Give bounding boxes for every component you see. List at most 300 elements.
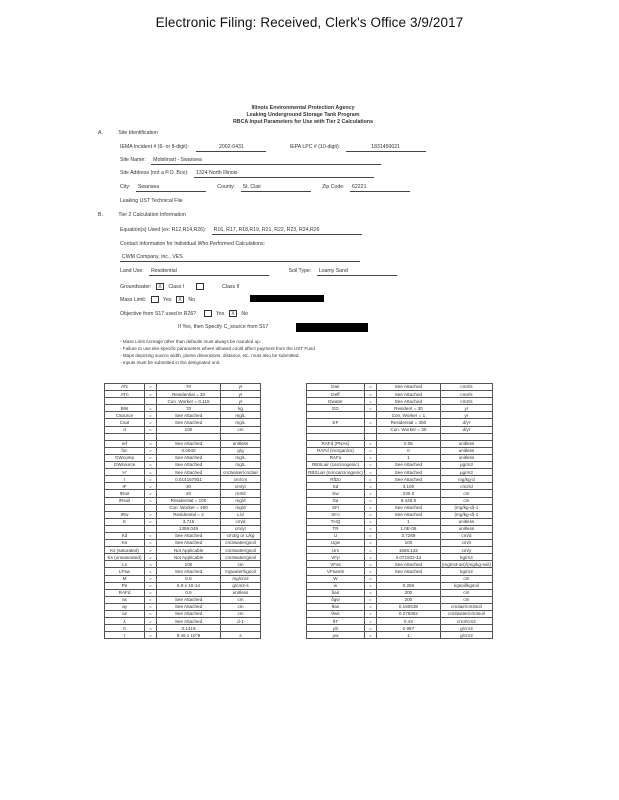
param-symbol: IF bbox=[105, 483, 145, 490]
left-table-row bbox=[105, 625, 261, 632]
objective-no-checkbox[interactable]: X bbox=[229, 310, 237, 317]
param-unit: unitless bbox=[440, 447, 492, 454]
right-table-row bbox=[307, 391, 493, 398]
equals-sign: = bbox=[364, 547, 376, 554]
left-table-row bbox=[105, 433, 261, 440]
param-symbol: IRw bbox=[105, 511, 145, 518]
param-value: See Attached bbox=[157, 469, 221, 476]
param-symbol: Sa bbox=[307, 497, 365, 504]
left-table-row bbox=[105, 547, 261, 554]
agency-title: Illinois Environmental Protection Agency bbox=[251, 105, 355, 111]
param-value: 0.286 bbox=[376, 582, 440, 589]
left-table-row bbox=[105, 525, 261, 532]
param-unit: g/g bbox=[221, 447, 261, 454]
scanned-form bbox=[98, 95, 508, 730]
param-value: See Attached bbox=[376, 561, 440, 568]
param-value: 100 bbox=[157, 561, 221, 568]
param-symbol: ρw bbox=[307, 632, 365, 639]
equals-sign: = bbox=[145, 511, 157, 518]
right-table-row bbox=[307, 540, 493, 547]
param-value: See Attached bbox=[376, 476, 440, 483]
param-symbol: θas bbox=[307, 603, 365, 610]
equals-sign: = bbox=[364, 575, 376, 582]
param-value: See Attached bbox=[376, 504, 440, 511]
source-label: If Yes, then Specify C_source from S17 bbox=[178, 324, 269, 330]
equals-sign: = bbox=[145, 547, 157, 554]
param-unit: g/cm3 bbox=[440, 625, 492, 632]
equals-sign: = bbox=[145, 589, 157, 596]
param-value: See Attached bbox=[157, 412, 221, 419]
param-value: 3.715 bbox=[157, 518, 221, 525]
param-value: 0.5 bbox=[157, 575, 221, 582]
equals-sign: = bbox=[145, 596, 157, 603]
param-symbol: VFss bbox=[307, 561, 365, 568]
equals-sign: = bbox=[145, 391, 157, 398]
param-symbol: d bbox=[105, 426, 145, 433]
left-table-row bbox=[105, 384, 261, 391]
param-value: 1 bbox=[376, 518, 440, 525]
param-symbol: BW bbox=[105, 405, 145, 412]
param-value: Residential = 100 bbox=[157, 497, 221, 504]
right-table-row bbox=[307, 454, 493, 461]
equals-sign: = bbox=[364, 454, 376, 461]
param-value: See Attached bbox=[376, 384, 440, 391]
param-value: 0.5 bbox=[157, 589, 221, 596]
equals-sign: = bbox=[145, 405, 157, 412]
param-value: 9,448.8 bbox=[376, 497, 440, 504]
left-parameter-table bbox=[104, 383, 261, 639]
param-unit: (mg/kg-d)-1 bbox=[440, 511, 492, 518]
param-symbol: π bbox=[105, 625, 145, 632]
equals-sign: = bbox=[145, 611, 157, 618]
param-unit: d-1 bbox=[221, 618, 261, 625]
address-row bbox=[120, 171, 374, 178]
param-unit: (mg/m3-air)/(mg/kg-soil) bbox=[441, 561, 491, 567]
equals-sign: = bbox=[145, 447, 157, 454]
param-symbol: δgw bbox=[307, 596, 365, 603]
param-value: 0.05 bbox=[376, 440, 440, 447]
mass-no-checkbox[interactable]: X bbox=[176, 296, 184, 303]
city-field[interactable]: Swansea bbox=[136, 185, 206, 192]
param-value: See Attached bbox=[157, 419, 221, 426]
param-value: 3.1416 bbox=[157, 625, 221, 632]
param-symbol: TR bbox=[307, 525, 365, 532]
param-symbol: H' bbox=[105, 469, 145, 476]
param-value: 6.9 x 10-14 bbox=[157, 582, 221, 589]
param-unit: kg/m3 bbox=[440, 568, 492, 575]
class1-checkbox[interactable]: X bbox=[156, 283, 164, 290]
lpc-label: IEPA LPC # (10-digit): bbox=[289, 144, 341, 150]
section-letter: B. bbox=[98, 212, 103, 218]
site-name-label: Site Name: bbox=[120, 157, 146, 163]
equals-sign bbox=[145, 433, 157, 440]
param-symbol bbox=[307, 412, 365, 419]
equations-field[interactable]: R16, R17, R18,R19, R21, R22, R23, R24,R26 bbox=[212, 228, 362, 235]
param-symbol: LFsw bbox=[105, 568, 145, 575]
param-symbol: RBSLair (noncarcinogenic) bbox=[308, 469, 363, 475]
objective-label: Objective from S17 used in R26? bbox=[120, 310, 197, 317]
param-unit: mg/L bbox=[221, 412, 261, 419]
param-value: 9.46 x 10^8 bbox=[157, 632, 221, 639]
param-value: 0.276362 bbox=[376, 611, 440, 618]
param-value: Residential = 350 bbox=[376, 419, 440, 426]
param-unit: (mg/kg-d)-1 bbox=[440, 504, 492, 511]
param-value: See Attached bbox=[157, 454, 221, 461]
lpc-field[interactable]: 1831450021 bbox=[346, 145, 426, 152]
city-label: City: bbox=[120, 184, 131, 190]
right-table-row bbox=[307, 447, 493, 454]
param-unit: cm2/s bbox=[440, 384, 492, 391]
right-table-row bbox=[307, 419, 493, 426]
param-symbol: ay bbox=[105, 603, 145, 610]
equations-label: Equation(s) Used (ex: R12,R14,R26): bbox=[120, 227, 207, 233]
left-table-row bbox=[105, 476, 261, 483]
param-unit: cm3water/gsoil bbox=[221, 540, 261, 547]
param-unit: mgwater/kgsoil bbox=[221, 568, 261, 575]
right-table-row bbox=[307, 412, 493, 419]
contact-label: Contact Information for Individual Who Performed Calculations: bbox=[120, 241, 266, 247]
param-symbol: U bbox=[307, 532, 365, 539]
param-unit: L/d bbox=[221, 511, 261, 518]
equals-sign: = bbox=[364, 497, 376, 504]
param-unit: mg/L bbox=[221, 462, 261, 469]
param-unit: cm3water/cm3soil bbox=[440, 611, 492, 618]
param-symbol: RAFd (inorganics) bbox=[307, 447, 365, 454]
param-symbol: RBSLair (carcinogenic) bbox=[307, 462, 365, 469]
equals-sign: = bbox=[364, 625, 376, 632]
soil-type-field[interactable]: Loamy Sand bbox=[317, 269, 397, 276]
param-value: Not Applicable bbox=[157, 554, 221, 561]
param-symbol: IRair bbox=[105, 490, 145, 497]
param-unit: mg/d bbox=[221, 504, 261, 511]
equals-sign: = bbox=[364, 511, 376, 518]
param-symbol: erf bbox=[105, 440, 145, 447]
right-table-row bbox=[307, 603, 493, 610]
equals-sign: = bbox=[364, 540, 376, 547]
left-table-row bbox=[105, 561, 261, 568]
param-unit: mg/L bbox=[221, 419, 261, 426]
param-value: 0.0040 bbox=[157, 447, 221, 454]
param-value: 200 bbox=[376, 596, 440, 603]
left-table-row bbox=[105, 504, 261, 511]
param-symbol: Ugw bbox=[307, 540, 365, 547]
param-value: 1556.132 bbox=[376, 547, 440, 554]
param-symbol: Sd bbox=[307, 483, 365, 490]
equals-sign: = bbox=[364, 561, 376, 568]
section-title: Site Identification bbox=[118, 130, 158, 136]
right-table-row bbox=[307, 433, 493, 440]
param-symbol: Sw bbox=[307, 490, 365, 497]
equals-sign: = bbox=[145, 575, 157, 582]
equals-sign: = bbox=[364, 554, 376, 561]
right-table-row bbox=[307, 511, 493, 518]
county-label: County: bbox=[217, 184, 236, 190]
param-unit: cm bbox=[221, 561, 261, 568]
param-value: Not Applicable bbox=[157, 547, 221, 554]
param-unit: mg/cm2 bbox=[221, 575, 261, 582]
left-table-row bbox=[105, 582, 261, 589]
equals-sign bbox=[145, 504, 157, 511]
param-unit: mg/d bbox=[221, 497, 261, 504]
right-table-row bbox=[307, 525, 493, 532]
equals-sign: = bbox=[145, 518, 157, 525]
param-symbol: ATc bbox=[105, 384, 145, 391]
spacer bbox=[250, 309, 254, 310]
left-table-row bbox=[105, 540, 261, 547]
right-table-row bbox=[307, 518, 493, 525]
param-value: 100 bbox=[157, 426, 221, 433]
right-table-row bbox=[307, 582, 493, 589]
param-value: See Attached bbox=[157, 440, 221, 447]
param-symbol: ρb bbox=[307, 625, 365, 632]
equals-sign: = bbox=[145, 632, 157, 639]
equals-sign: = bbox=[145, 412, 157, 419]
section-title: Tier 2 Calculation Information bbox=[118, 212, 186, 218]
objective-row bbox=[120, 310, 248, 318]
param-symbol: λ bbox=[105, 618, 145, 625]
right-table-row bbox=[307, 405, 493, 412]
param-unit: cm/d bbox=[221, 518, 261, 525]
redaction-bar bbox=[296, 323, 368, 332]
param-symbol: Ks (unsaturated) bbox=[105, 554, 145, 561]
left-table-row bbox=[105, 454, 261, 461]
param-unit: mg/kg-d bbox=[440, 476, 492, 483]
equals-sign: = bbox=[145, 568, 157, 575]
note-line: - Failure to use site-specific parameters where allowed could affect payment from the UST Fund bbox=[120, 346, 315, 351]
right-table-row bbox=[307, 532, 493, 539]
class2-label: Class II bbox=[222, 283, 240, 290]
address-field[interactable]: 1324 North Illinois bbox=[194, 171, 374, 178]
param-unit: cm bbox=[221, 603, 261, 610]
right-table-row bbox=[307, 440, 493, 447]
equals-sign: = bbox=[145, 497, 157, 504]
form-title: RBCA Input Parameters for Use with Tier 2 Calculations bbox=[232, 118, 374, 125]
soil-type-label: Soil Type: bbox=[288, 268, 312, 274]
equals-sign: = bbox=[145, 618, 157, 625]
equals-sign: = bbox=[364, 405, 376, 412]
param-unit: cm bbox=[440, 596, 492, 603]
param-symbol: w bbox=[307, 582, 365, 589]
param-symbol: ED bbox=[307, 405, 365, 412]
param-value: 3,100 bbox=[376, 483, 440, 490]
param-value: See Attached bbox=[376, 469, 440, 476]
param-symbol: RAFo bbox=[307, 454, 365, 461]
param-symbol: W bbox=[307, 575, 365, 582]
land-use-field[interactable]: Residential bbox=[149, 269, 269, 276]
class1-label: Class I bbox=[168, 283, 185, 290]
param-unit bbox=[221, 625, 261, 632]
param-unit: unitless bbox=[440, 454, 492, 461]
equals-sign: = bbox=[145, 490, 157, 497]
equals-sign: = bbox=[145, 561, 157, 568]
param-symbol: θT bbox=[307, 618, 365, 625]
param-value: 100 bbox=[376, 540, 440, 547]
param-symbol bbox=[307, 426, 365, 433]
param-value: See Attached bbox=[157, 462, 221, 469]
mass-limit-row bbox=[120, 296, 195, 304]
param-unit: d/yr bbox=[440, 419, 492, 426]
param-symbol: SFo bbox=[307, 511, 365, 518]
incident-row bbox=[120, 145, 426, 152]
equals-sign: = bbox=[364, 398, 376, 405]
param-value: 1356.049 bbox=[157, 525, 221, 532]
note-line: - Maps depicting source width, plume dimensions, distance, etc. must also be submitted. bbox=[120, 353, 300, 358]
right-table-row bbox=[307, 547, 493, 554]
param-symbol: GWcomp bbox=[105, 454, 145, 461]
right-table-row bbox=[307, 596, 493, 603]
param-symbol: az bbox=[105, 611, 145, 618]
equals-sign bbox=[364, 433, 376, 440]
mass-yes-checkbox[interactable] bbox=[151, 296, 159, 303]
param-unit: cm bbox=[440, 497, 492, 504]
param-value: 20 bbox=[157, 490, 221, 497]
param-symbol: ax bbox=[105, 596, 145, 603]
left-table-row bbox=[105, 575, 261, 582]
equals-sign: = bbox=[145, 462, 157, 469]
equals-sign: = bbox=[364, 618, 376, 625]
equals-sign bbox=[145, 525, 157, 532]
param-symbol: Um bbox=[307, 547, 365, 554]
land-use-row bbox=[120, 269, 397, 276]
contact-field[interactable]: CWM Company, Inc., VES bbox=[120, 255, 360, 262]
redaction-bar bbox=[250, 295, 324, 302]
param-symbol bbox=[307, 433, 365, 440]
equals-sign: = bbox=[145, 454, 157, 461]
right-table-row bbox=[307, 426, 493, 433]
right-table-row bbox=[307, 632, 493, 639]
param-symbol: RfDo bbox=[307, 476, 365, 483]
param-symbol: M bbox=[105, 575, 145, 582]
param-symbol: VFp bbox=[307, 554, 365, 561]
left-table-row bbox=[105, 412, 261, 419]
left-table-row bbox=[105, 589, 261, 596]
param-unit: yr bbox=[221, 384, 261, 391]
equals-sign: = bbox=[364, 490, 376, 497]
param-symbol bbox=[105, 398, 145, 405]
param-unit: kg/m3 bbox=[440, 554, 492, 561]
param-value: Resident = 30 bbox=[376, 405, 440, 412]
technical-file-label: Leaking UST Technical File bbox=[120, 198, 183, 204]
zip-label: Zip Code: bbox=[322, 184, 345, 190]
equals-sign: = bbox=[145, 625, 157, 632]
left-table-row bbox=[105, 469, 261, 476]
equals-sign: = bbox=[364, 391, 376, 398]
param-unit: cm/yr bbox=[221, 525, 261, 532]
param-value: See Attached bbox=[157, 532, 221, 539]
param-unit: cm/s bbox=[440, 540, 492, 547]
right-table-row bbox=[307, 476, 493, 483]
right-table-row bbox=[307, 589, 493, 596]
equals-sign bbox=[145, 398, 157, 405]
equals-sign: = bbox=[364, 419, 376, 426]
equals-sign: = bbox=[364, 589, 376, 596]
equals-sign: = bbox=[364, 462, 376, 469]
iema-field[interactable]: 2002-0431 bbox=[196, 145, 266, 152]
equals-sign: = bbox=[364, 611, 376, 618]
param-symbol bbox=[105, 525, 145, 532]
param-unit: kgsoil/kgsoil bbox=[440, 582, 492, 589]
left-table-row bbox=[105, 462, 261, 469]
equals-sign: = bbox=[364, 447, 376, 454]
right-table-row bbox=[307, 504, 493, 511]
param-symbol: K bbox=[105, 518, 145, 525]
equals-sign: = bbox=[364, 504, 376, 511]
right-table-row bbox=[307, 469, 493, 476]
equals-sign: = bbox=[364, 384, 376, 391]
left-table-row bbox=[105, 497, 261, 504]
left-table-row bbox=[105, 447, 261, 454]
left-table-row bbox=[105, 440, 261, 447]
equals-sign: = bbox=[364, 483, 376, 490]
equals-sign: = bbox=[145, 419, 157, 426]
param-unit: yr bbox=[221, 391, 261, 398]
param-value: 70 bbox=[157, 384, 221, 391]
param-unit: cm bbox=[440, 490, 492, 497]
param-symbol: ATn bbox=[105, 391, 145, 398]
param-value bbox=[376, 433, 440, 440]
address-label: Site Address (not a P.O. Box): bbox=[120, 170, 189, 176]
right-table-row bbox=[307, 625, 493, 632]
param-unit: cm bbox=[440, 575, 492, 582]
param-unit: cm2/s bbox=[440, 391, 492, 398]
param-unit: m3/d bbox=[221, 490, 261, 497]
param-unit bbox=[440, 433, 492, 440]
objective-yes-checkbox[interactable] bbox=[204, 310, 212, 317]
param-unit: unitless bbox=[440, 440, 492, 447]
equals-sign: = bbox=[145, 426, 157, 433]
param-symbol: THQ bbox=[307, 518, 365, 525]
iema-label: IEMA Incident # (6- or 8-digit): bbox=[120, 144, 189, 150]
param-value: See Attached bbox=[157, 568, 221, 575]
equals-sign: = bbox=[145, 440, 157, 447]
param-unit: unitless bbox=[440, 525, 492, 532]
param-symbol: Ks (saturated) bbox=[105, 547, 145, 554]
zip-field[interactable]: 62221 bbox=[350, 185, 410, 192]
equals-sign: = bbox=[364, 476, 376, 483]
equals-sign: = bbox=[364, 518, 376, 525]
section-a-heading bbox=[98, 131, 158, 137]
left-table-row bbox=[105, 518, 261, 525]
param-unit: cm3water/gsoil bbox=[221, 547, 261, 554]
param-value: 1.0E-06 bbox=[376, 525, 440, 532]
left-table-row bbox=[105, 391, 261, 398]
param-value: 1 bbox=[376, 632, 440, 639]
param-symbol: SFi bbox=[307, 504, 365, 511]
param-value: See Attached bbox=[157, 596, 221, 603]
class2-checkbox[interactable] bbox=[196, 283, 204, 290]
right-table-row bbox=[307, 575, 493, 582]
groundwater-row bbox=[120, 283, 239, 291]
param-unit: cm3air/cm3soil bbox=[440, 603, 492, 610]
right-table-row bbox=[307, 554, 493, 561]
site-name-row bbox=[120, 158, 381, 165]
param-value: Con. Worker = 1 bbox=[376, 412, 440, 419]
county-field[interactable]: St. Clair bbox=[241, 185, 311, 192]
param-value: See Attached bbox=[157, 540, 221, 547]
param-unit: cm bbox=[221, 596, 261, 603]
site-name-field[interactable]: Mobilmart - Swansea bbox=[151, 158, 381, 165]
param-value bbox=[376, 575, 440, 582]
left-table-row bbox=[105, 596, 261, 603]
param-unit: μg/m3 bbox=[440, 462, 492, 469]
param-symbol: IRsoil bbox=[105, 497, 145, 504]
param-unit: cm/y bbox=[440, 547, 492, 554]
equals-sign: = bbox=[364, 582, 376, 589]
right-table-row bbox=[307, 611, 493, 618]
param-value: Con. Worker = 480 bbox=[157, 504, 221, 511]
param-value: See Attached bbox=[376, 511, 440, 518]
param-unit: d/yr bbox=[440, 426, 492, 433]
